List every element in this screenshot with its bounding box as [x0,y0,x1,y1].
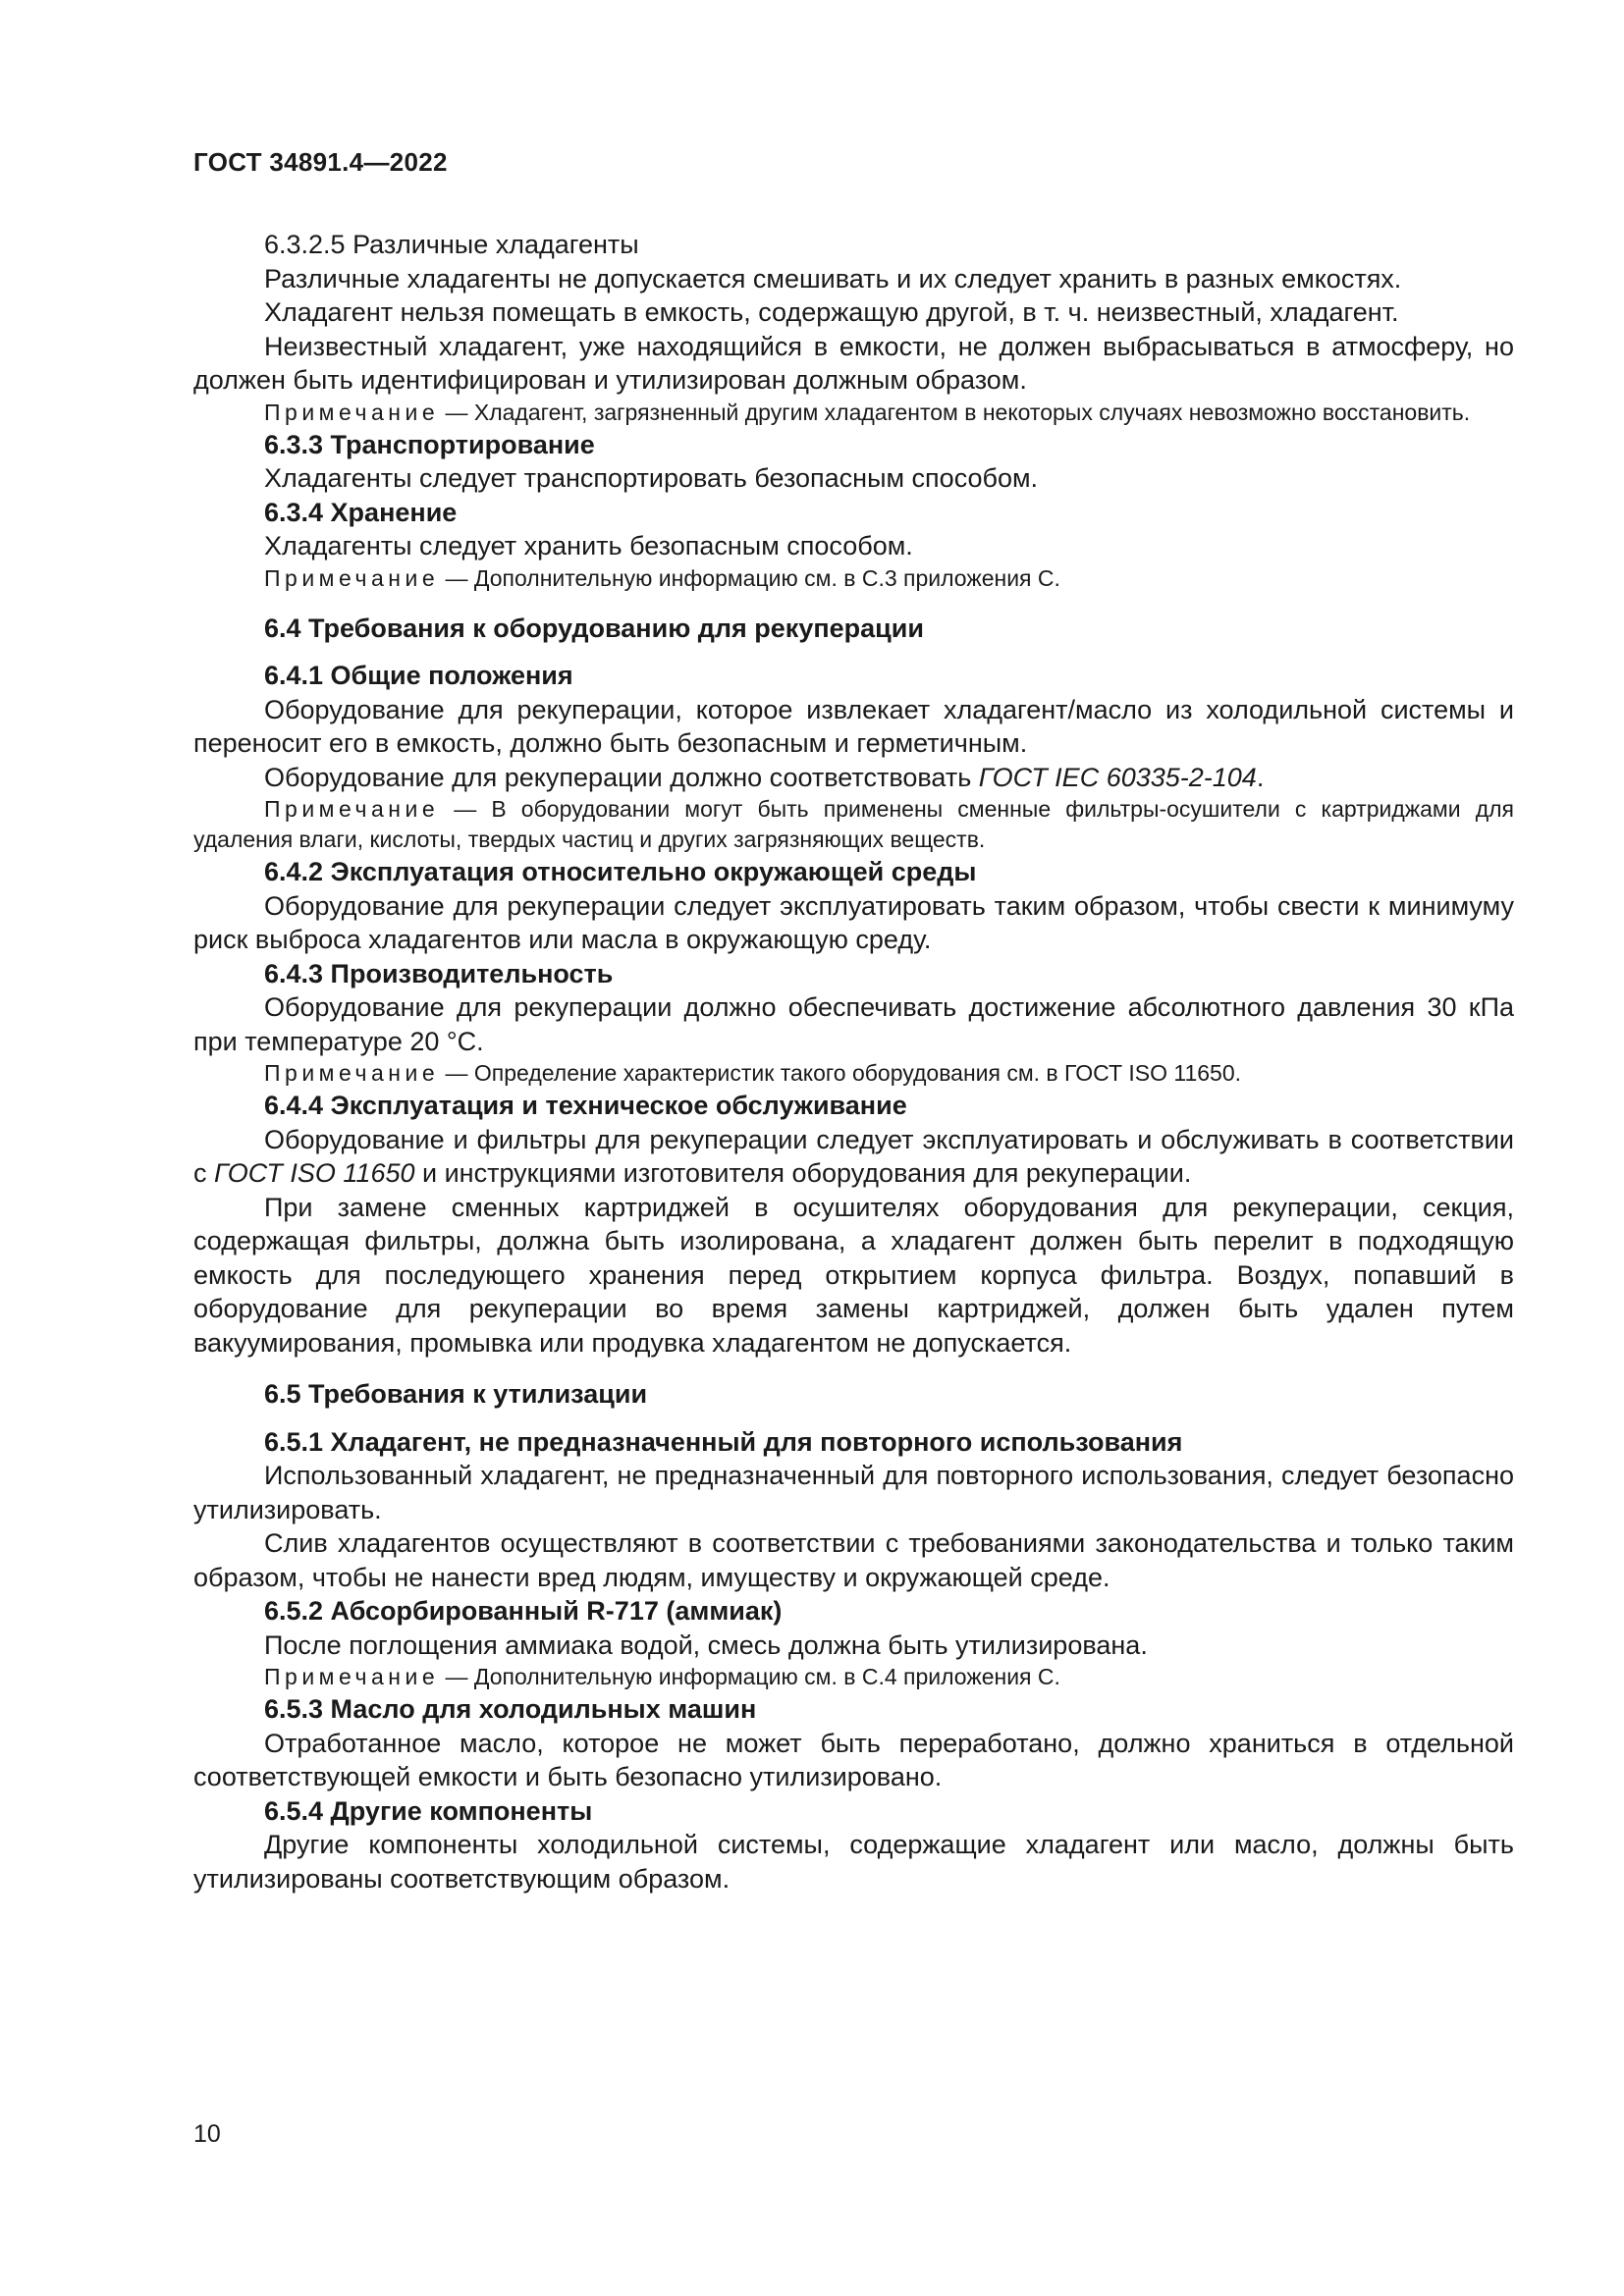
paragraph: Оборудование для рекуперации, которое извлекает хладагент/масло из холодильной системы и переносит его в емкость, должно быть безопасным и герметичным. [193,694,1514,758]
note-label: Примечание [264,399,440,425]
section-6-5-3-title: 6.5.3 Масло для холодильных машин [264,1694,757,1724]
note-text: — В оборудовании могут быть применены сменные фильтры-осушители с картриджами для удаления влаги, кислоты, твердых частиц и других загрязняющих веществ. [193,796,1514,852]
paragraph: Использованный хладагент, не предназначенный для повторного использования, следует безопасно утилизировать. [193,1461,1514,1524]
paragraph: Оборудование для рекуперации следует эксплуатировать таким образом, чтобы свести к минимуму риск выброса хладагентов или масла в окружающую среду. [193,890,1514,954]
paragraph: Хладагент нельзя помещать в емкость, содержащую другой, в т. ч. неизвестный, хладагент. [264,297,1399,327]
note-label: Примечание [264,796,440,822]
section-6-4-1-title: 6.4.1 Общие положения [264,661,573,690]
paragraph: Другие компоненты холодильной системы, содержащие хладагент или масло, должны быть утилизированы соответствующим образом. [193,1830,1514,1894]
section-6-5-1-title: 6.5.1 Хладагент, не предназначенный для повторного использования [264,1426,1183,1457]
note [193,1058,1514,1089]
page-number: 10 [193,2120,221,2148]
note [193,1662,1514,1692]
document-body [193,228,1514,1896]
note-text: — Дополнительную информацию см. в С.3 приложения С. [439,564,1060,591]
paragraph: Слив хладагентов осуществляют в соответствии с требованиями законодательства и только таким образом, чтобы не нанести вред людям, имуществу и окружающей среде. [193,1528,1514,1592]
section-6-3-2-5-title: 6.3.2.5 Различные хладагенты [264,230,639,259]
document-header: ГОСТ 34891.4—2022 [193,147,448,177]
paragraph: Различные хладагенты не допускается смешивать и их следует хранить в разных емкостях. [264,263,1402,294]
note [193,398,1514,428]
text-span: Оборудование для рекуперации должно соответствовать [264,762,979,792]
note-label: Примечание [264,1060,440,1086]
paragraph: Отработанное масло, которое не может быть переработано, должно храниться в отдельной соответствующей емкости и быть безопасно утилизировано. [193,1728,1514,1791]
standard-reference: ГОСТ ISO 11650 [214,1158,415,1188]
section-6-4-2-title: 6.4.2 Эксплуатация относительно окружающей среды [264,857,977,886]
paragraph [193,761,1514,795]
note [193,563,1514,594]
section-6-5-title: 6.5 Требования к утилизации [264,1379,648,1409]
paragraph: Оборудование для рекуперации должно обеспечивать достижение абсолютного давления 30 кПа при температуре 20 °С. [193,992,1514,1056]
section-6-3-3-title: 6.3.3 Транспортирование [264,429,595,459]
paragraph: Хладагенты следует хранить безопасным способом. [264,531,913,561]
text-span: Оборудование и фильтры для рекуперации следует эксплуатировать и обслуживать в соответствии с [193,1124,1514,1188]
section-6-4-4-title: 6.4.4 Эксплуатация и техническое обслуживание [264,1091,907,1120]
note-text: — Дополнительную информацию см. в С.4 приложения С. [439,1664,1060,1689]
note [193,794,1514,855]
note-text: — Определение характеристик такого оборудования см. в ГОСТ ISO 11650. [439,1060,1242,1086]
text-span: . [1256,762,1265,792]
note-text: — Хладагент, загрязненный другим хладагентом в некоторых случаях невозможно восстановить. [439,399,1471,425]
note-label: Примечание [264,1664,440,1689]
note-label: Примечание [264,564,440,591]
section-6-5-4-title: 6.5.4 Другие компоненты [264,1795,593,1826]
paragraph: При замене сменных картриджей в осушителях оборудования для рекуперации, секция, содержащая фильтры, должна быть изолирована, а хладагент должен быть перелит в подходящую емкость для последующего хранения перед открытием корпуса фильтра. Воздух, попавший в оборудование для рекуперации во время замены картриджей, должен быть удален путем вакуумирования, промывка или продувка хладагентом не допускается. [193,1192,1514,1358]
text-span: и инструкциями изготовителя оборудования для рекуперации. [414,1158,1192,1188]
section-6-3-4-title: 6.3.4 Хранение [264,497,458,527]
standard-reference: ГОСТ IEC 60335-2-104 [978,762,1257,792]
paragraph [193,1123,1514,1191]
paragraph: Неизвестный хладагент, уже находящийся в емкости, не должен выбрасываться в атмосферу, но должен быть идентифицирован и утилизирован должным образом. [193,331,1514,395]
section-6-4-3-title: 6.4.3 Производительность [264,958,614,988]
paragraph: Хладагенты следует транспортировать безопасным способом. [264,463,1039,493]
section-6-5-2-title: 6.5.2 Абсорбированный R-717 (аммиак) [264,1596,783,1626]
section-6-4-title: 6.4 Требования к оборудованию для рекуперации [264,613,924,643]
paragraph: После поглощения аммиака водой, смесь должна быть утилизирована. [264,1629,1148,1660]
